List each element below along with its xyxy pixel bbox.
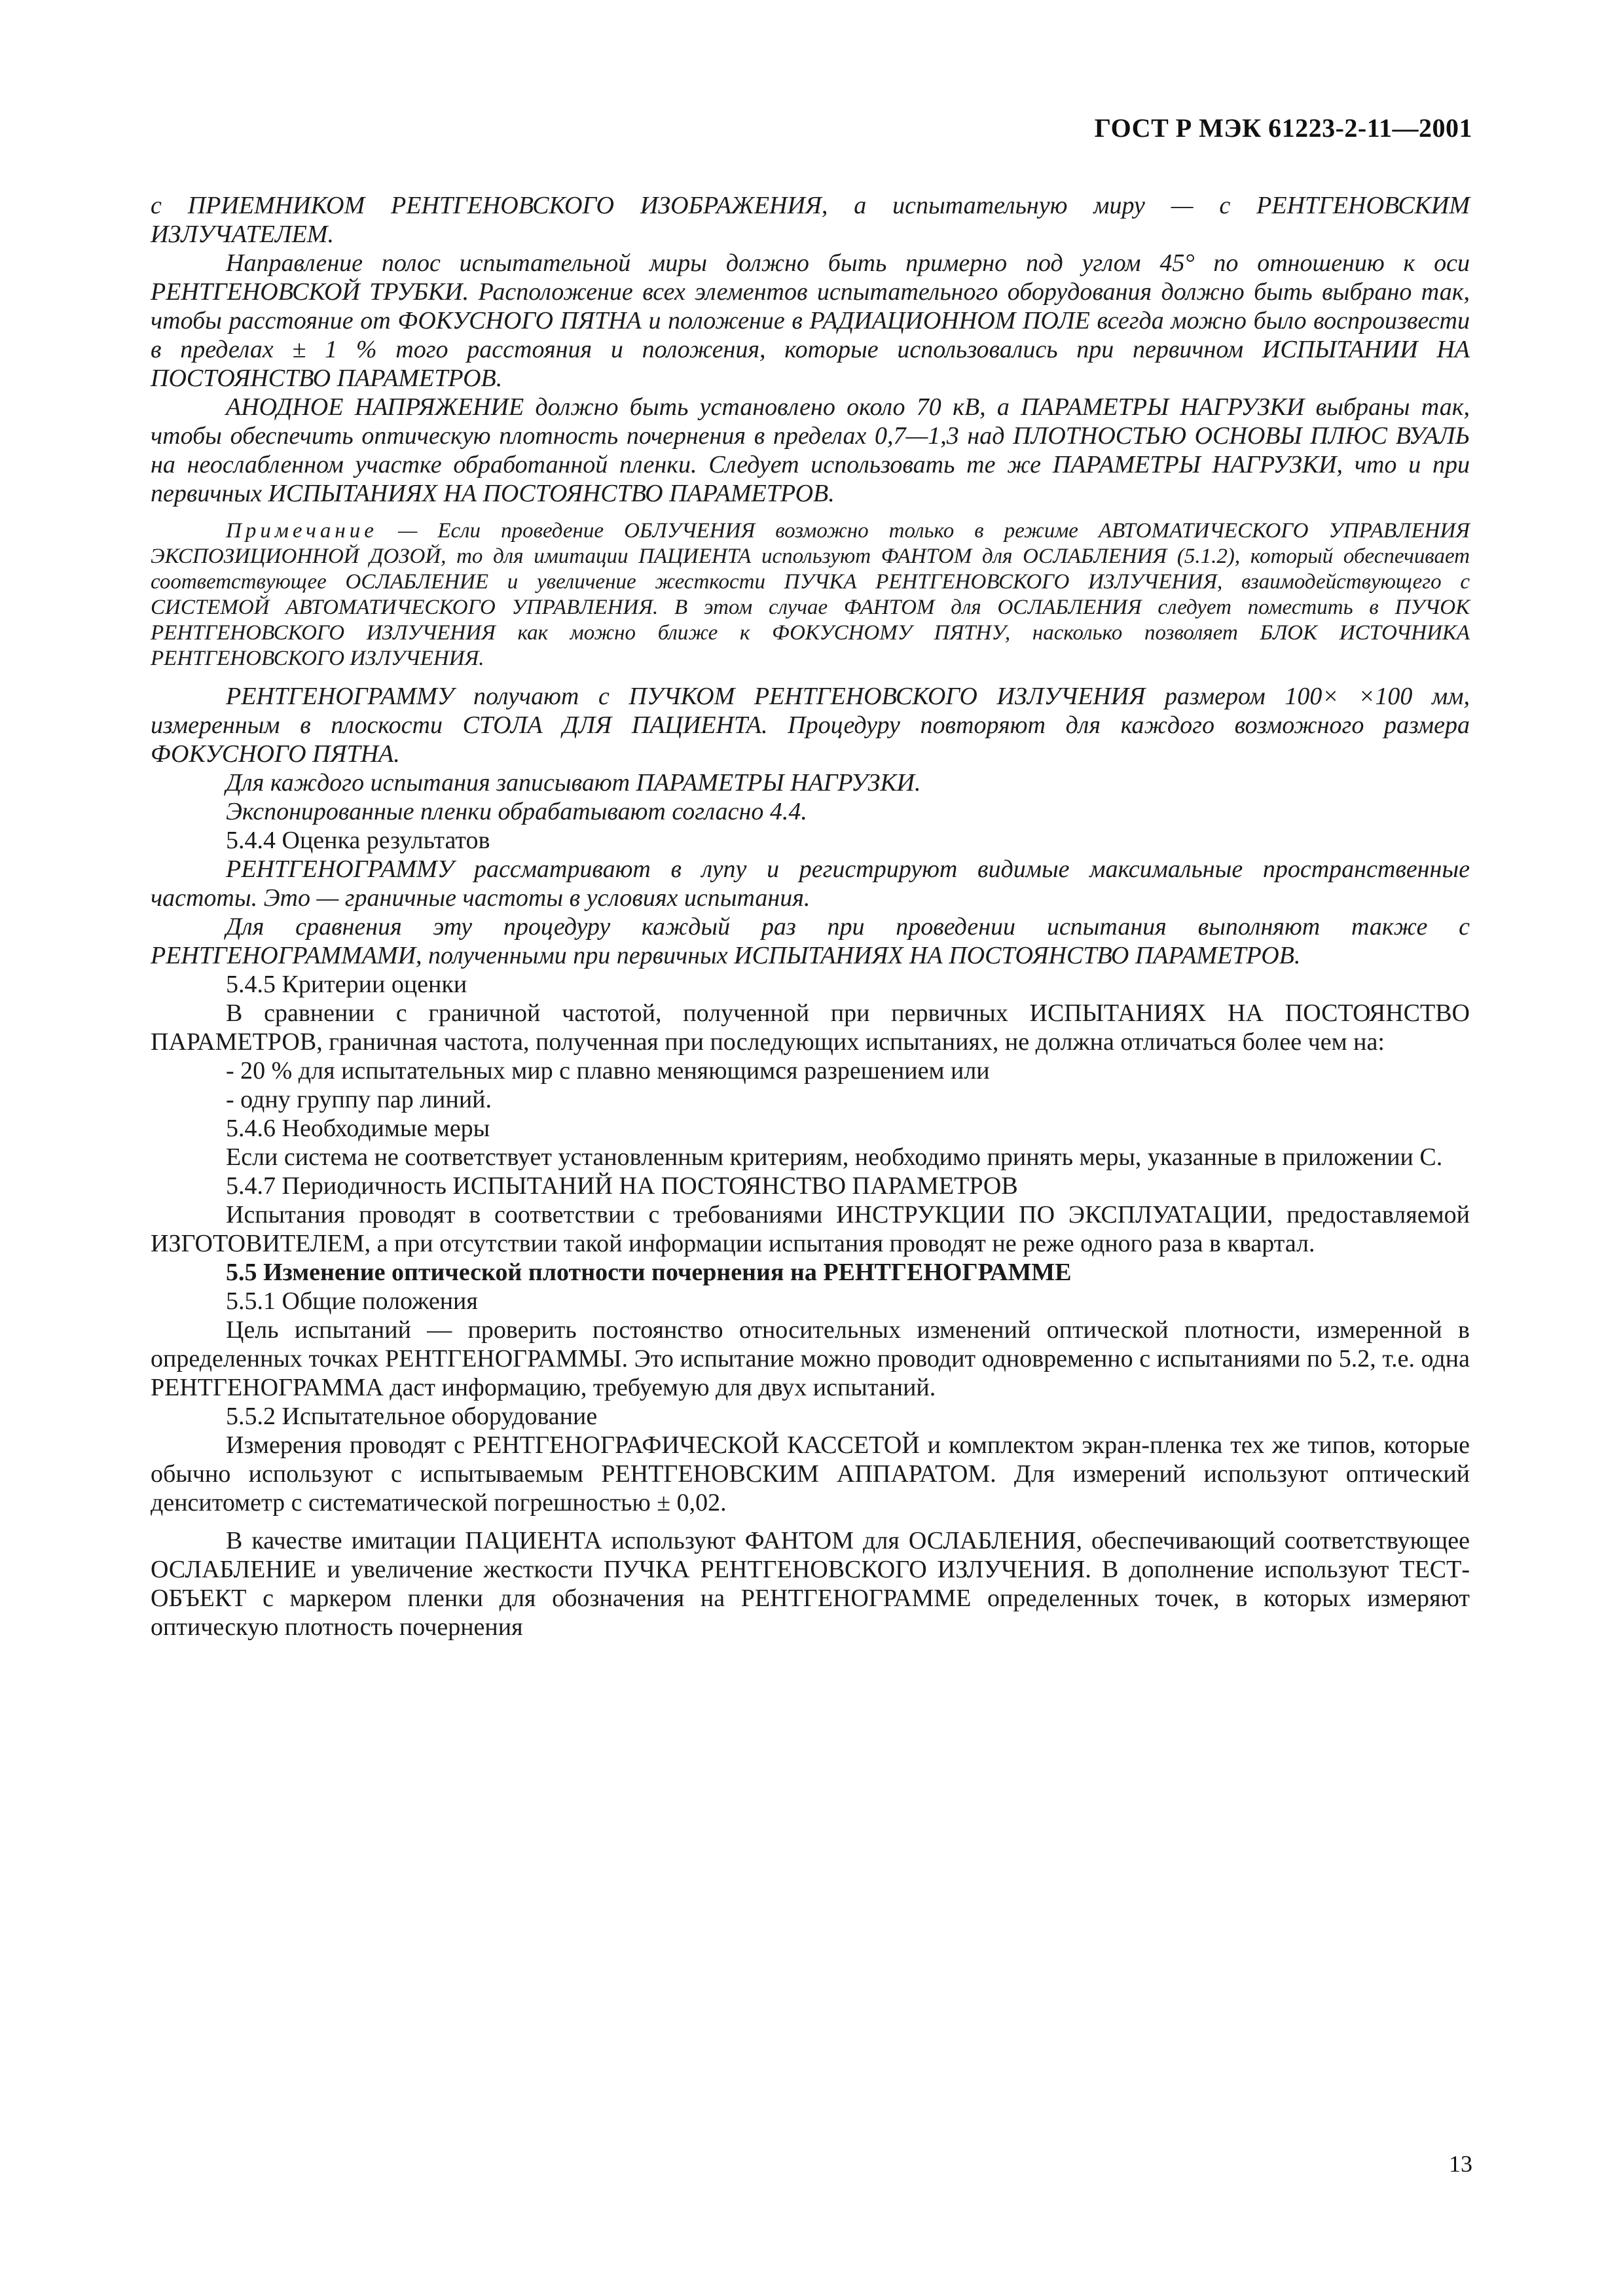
section-heading-5-5-1: 5.5.1 Общие положения bbox=[226, 1287, 478, 1315]
page-number: 13 bbox=[1449, 2151, 1472, 2177]
list-item: - одну группу пар линий. bbox=[226, 1086, 492, 1113]
note bbox=[151, 518, 1470, 672]
document-body bbox=[151, 191, 1470, 1641]
section-heading-5-4-6: 5.4.6 Необходимые меры bbox=[226, 1115, 490, 1142]
paragraph: Если система не соответствует установленным критериям, необходимо принять меры, указанные в приложении С. bbox=[226, 1143, 1443, 1171]
paragraph: РЕНТГЕНОГРАММУ получают с ПУЧКОМ РЕНТГЕНОВСКОГО ИЗЛУЧЕНИЯ размером 100× ×100 мм, измеренным в плоскости СТОЛА ДЛЯ ПАЦИЕНТА. Процедуру повторяют для каждого возможного размера ФОКУСНОГО ПЯТНА. bbox=[151, 683, 1470, 768]
paragraph: Экспонированные пленки обрабатывают согласно 4.4. bbox=[226, 798, 807, 825]
paragraph: Направление полос испытательной миры должно быть примерно под углом 45° по отношению к оси РЕНТГЕНОВСКОЙ ТРУБКИ. Расположение всех элементов испытательного оборудования должно быть выбрано так, чтобы расстояние от ФОКУСНОГО ПЯТНА и положение в РАДИАЦИОННОМ ПОЛЕ всегда можно было воспроизвести в пределах ± 1 % того расстояния и положения, которые использовались при первичном ИСПЫТАНИИ НА ПОСТОЯНСТВО ПАРАМЕТРОВ. bbox=[151, 249, 1470, 392]
section-heading-5-4-5: 5.4.5 Критерии оценки bbox=[226, 971, 467, 998]
paragraph: В качестве имитации ПАЦИЕНТА используют ФАНТОМ для ОСЛАБЛЕНИЯ, обеспечивающий соответствующее ОСЛАБЛЕНИЕ и увеличение жесткости ПУЧКА РЕНТГЕНОВСКОГО ИЗЛУЧЕНИЯ. В дополнение используют ТЕСТ-ОБЪЕКТ с маркером пленки для обозначения на РЕНТГЕНОГРАММЕ определенных точек, в которых измеряют оптическую плотность почернения bbox=[151, 1527, 1470, 1641]
paragraph: с ПРИЕМНИКОМ РЕНТГЕНОВСКОГО ИЗОБРАЖЕНИЯ, а испытательную миру — с РЕНТГЕНОВСКИМ ИЗЛУЧАТЕЛЕМ. bbox=[151, 192, 1470, 248]
paragraph: Испытания проводят в соответствии с требованиями ИНСТРУКЦИИ ПО ЭКСПЛУАТАЦИИ, предоставляемой ИЗГОТОВИТЕЛЕМ, а при отсутствии такой информации испытания проводят не реже одного раза в квартал. bbox=[151, 1201, 1470, 1257]
paragraph: Для каждого испытания записывают ПАРАМЕТРЫ НАГРУЗКИ. bbox=[226, 769, 921, 797]
section-heading-5-5-2: 5.5.2 Испытательное оборудование bbox=[226, 1403, 598, 1430]
section-heading-5-5: 5.5 Изменение оптической плотности почернения на РЕНТГЕНОГРАММЕ bbox=[226, 1259, 1072, 1286]
paragraph: Измерения проводят с РЕНТГЕНОГРАФИЧЕСКОЙ КАССЕТОЙ и комплектом экран-пленка тех же типов, которые обычно используют с испытываемым РЕНТГЕНОВСКИМ АППАРАТОМ. Для измерений используют оптический денситометр с систематической погрешностью ± 0,02. bbox=[151, 1431, 1470, 1516]
paragraph: АНОДНОЕ НАПРЯЖЕНИЕ должно быть установлено около 70 кВ, а ПАРАМЕТРЫ НАГРУЗКИ выбраны так, чтобы обеспечить оптическую плотность почернения в пределах 0,7—1,3 над ПЛОТНОСТЬЮ ОСНОВЫ ПЛЮС ВУАЛЬ на неослабленном участке обработанной пленки. Следует использовать те же ПАРАМЕТРЫ НАГРУЗКИ, что и при первичных ИСПЫТАНИЯХ НА ПОСТОЯНСТВО ПАРАМЕТРОВ. bbox=[151, 393, 1470, 507]
document-header: ГОСТ Р МЭК 61223-2-11—2001 bbox=[1094, 113, 1472, 143]
section-heading-5-4-7: 5.4.7 Периодичность ИСПЫТАНИЙ НА ПОСТОЯНСТВО ПАРАМЕТРОВ bbox=[226, 1172, 1018, 1200]
section-heading-5-4-4: 5.4.4 Оценка результатов bbox=[226, 827, 490, 854]
paragraph: Цель испытаний — проверить постоянство относительных изменений оптической плотности, измеренной в определенных точках РЕНТГЕНОГРАММЫ. Это испытание можно проводит одновременно с испытаниями по 5.2, т.е. одна РЕНТГЕНОГРАММА даст информацию, требуемую для двух испытаний. bbox=[151, 1316, 1470, 1401]
paragraph: РЕНТГЕНОГРАММУ рассматривают в лупу и регистрируют видимые максимальные пространственные частоты. Это — граничные частоты в условиях испытания. bbox=[151, 855, 1470, 912]
paragraph: В сравнении с граничной частотой, полученной при первичных ИСПЫТАНИЯХ НА ПОСТОЯНСТВО ПАРАМЕТРОВ, граничная частота, полученная при последующих испытаниях, не должна отличаться более чем на: bbox=[151, 999, 1470, 1056]
list-item: - 20 % для испытательных мир с плавно меняющимся разрешением или bbox=[226, 1057, 990, 1085]
note-label: Примечание bbox=[226, 519, 378, 543]
paragraph: Для сравнения эту процедуру каждый раз при проведении испытания выполняют также с РЕНТГЕНОГРАММАМИ, полученными при первичных ИСПЫТАНИЯХ НА ПОСТОЯНСТВО ПАРАМЕТРОВ. bbox=[151, 913, 1470, 969]
note-text: — Если проведение ОБЛУЧЕНИЯ возможно только в режиме АВТОМАТИЧЕСКОГО УПРАВЛЕНИЯ ЭКСПОЗИЦИОННОЙ ДОЗОЙ, то для имитации ПАЦИЕНТА используют ФАНТОМ для ОСЛАБЛЕНИЯ (5.1.2), который обеспечивает соответствующее ОСЛАБЛЕНИЕ и увеличение жесткости ПУЧКА РЕНТГЕНОВСКОГО ИЗЛУЧЕНИЯ, взаимодействующего с СИСТЕМОЙ АВТОМАТИЧЕСКОГО УПРАВЛЕНИЯ. В этом случае ФАНТОМ для ОСЛАБЛЕНИЯ следует поместить в ПУЧОК РЕНТГЕНОВСКОГО ИЗЛУЧЕНИЯ как можно ближе к ФОКУСНОМУ ПЯТНУ, насколько позволяет БЛОК ИСТОЧНИКА РЕНТГЕНОВСКОГО ИЗЛУЧЕНИЯ. bbox=[151, 519, 1470, 670]
